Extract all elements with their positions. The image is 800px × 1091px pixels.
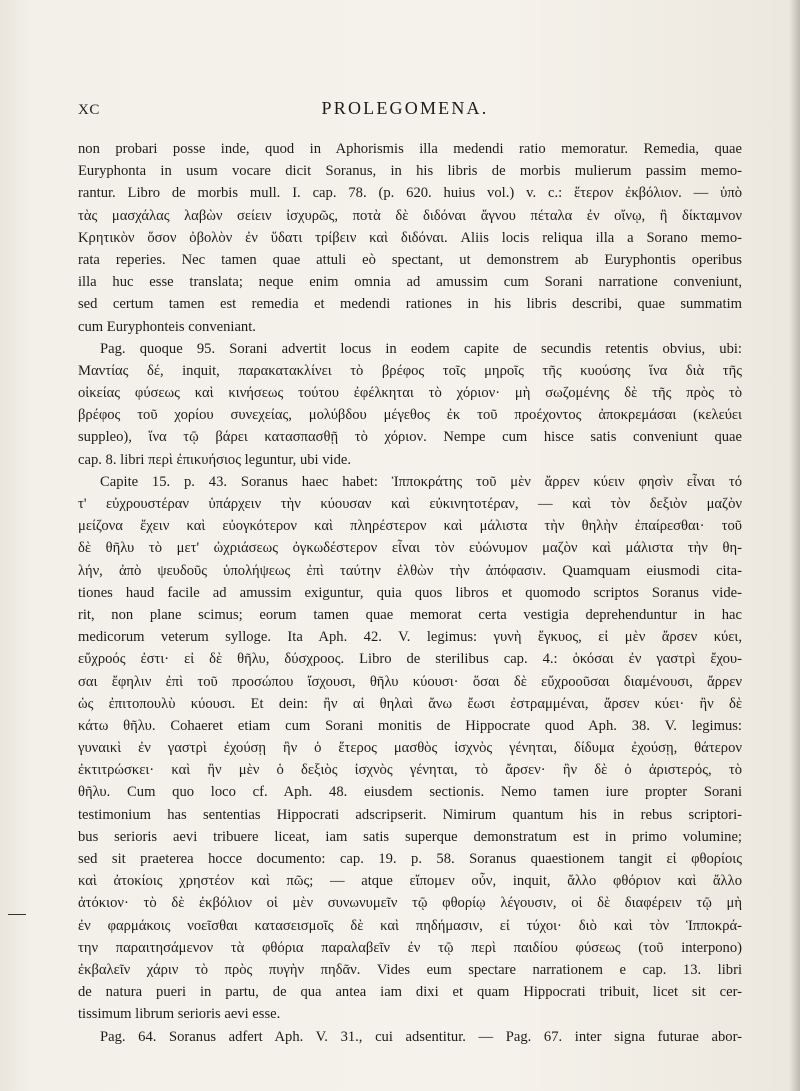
text-line: ἐν φαρμάκοις νοεῖσθαι κατασεισμοῖς δὲ καὶ πηδήμασιν, εἰ τύχοι· διὸ καὶ τὸν Ἱπποκρά- xyxy=(78,917,742,934)
text-line: Κρητικὸν ὅσον ὀβολὸν ἐν ὕδατι τρίβειν καὶ διδόναι. Aliis locis reliqua illa a Sorano memo- xyxy=(78,229,742,246)
text-line: medicorum veterum sylloge. Ita Aph. 42. V. legimus: γυνὴ ἔγκυος, εἰ μὲν ἄρσεν κύει, xyxy=(78,629,742,646)
text-line: illa huc esse translata; neque enim omnia ad amussim cum Sorani narratione conveniunt, xyxy=(78,274,742,291)
text-line: ἀτόκιον· τὸ δὲ ἐκβόλιον οἱ μὲν συνωνυμεῖν τῷ φθορίῳ λέγουσιν, οἱ δὲ διαφέρειν τῷ μὴ xyxy=(78,895,742,912)
text-line: Euryphonta in usum vocare dicit Soranus, in his libris de morbis mulierum passim memo- xyxy=(78,163,742,180)
text-line: Capite 15. p. 43. Soranus haec habet: Ἱπποκράτης τοῦ μὲν ἄρρεν κύειν φησὶν εἶναι τό xyxy=(100,473,742,490)
page-folio: XC xyxy=(78,102,100,118)
text-line: tiones haud facile ad amussim exiguntur, quia quos libros et quomodo scriptos Soranus vide- xyxy=(78,584,742,601)
running-title: PROLEGOMENA. xyxy=(321,98,489,118)
text-line: cum Euryphonteis conveniant. xyxy=(78,318,256,335)
text-line: εὔχροός ἐστι· εἰ δὲ θῆλυ, δύσχροος. Libro de sterilibus cap. 4.: ὁκόσαι ἐν γαστρὶ ἔχου- xyxy=(78,651,742,668)
running-header xyxy=(78,98,732,126)
text-line: γυναικὶ ἐν γαστρὶ ἐχούσῃ ἢν ὁ ἕτερος μασθὸς ἰσχνὸς γένηται, δίδυμα ἐχούσῃ, θάτερον xyxy=(78,740,742,757)
text-line: Pag. quoque 95. Sorani advertit locus in eodem capite de secundis retentis obvius, ubi: xyxy=(100,340,742,357)
text-line: sed sit praeterea hocce documento: cap. 19. p. 58. Soranus quaestionem tangit εἰ φθορίοις xyxy=(78,851,742,867)
text-line: bus serioris aevi tribuere liceat, iam satis superque demonstratum est in primo volumine; xyxy=(78,828,742,845)
text-line: την παραιτησάμενον τὰ φθόρια παραλαβεῖν ἐν τῷ περὶ παιδίου φύσεως (τοῦ interpono) xyxy=(78,939,742,956)
body-text xyxy=(78,138,742,1048)
text-line: ἐκβαλεῖν χάριν τὸ πρὸς πυγὴν πηδᾶν. Vides eum spectare narrationem e cap. 13. libri xyxy=(78,961,742,978)
text-line: ὡς ἐπιτοπουλὺ κύουσι. Et dein: ἢν αἱ θηλαὶ ἄνω ἔωσι ἐστραμμέναι, ἄρσεν κύει· ἢν δὲ xyxy=(78,695,742,712)
text-line: non probari posse inde, quod in Aphorismis illa medendi ratio memoratur. Remedia, quae xyxy=(78,141,742,157)
text-line: suppleo), ἵνα τῷ βάρει κατασπασθῇ τὸ χόριον. Nempe cum hisce satis conveniunt quae xyxy=(78,429,742,446)
text-line: λήν, ἀπὸ ψευδοῦς ὑπολήψεως ἐπὶ ταύτην ἐλθὼν τὴν ἀπόφασιν. Quamquam eiusmodi cita- xyxy=(78,562,742,579)
text-line: δὲ θῆλυ τὸ μετ' ὠχριάσεως ὀγκωδέστερον εἶναι τὸν εὐώνυμον μαζὸν καὶ μάλιστα τὴν θη- xyxy=(78,540,742,557)
text-line: βρέφος τοῦ χορίου συνεχείας, μολύβδου μέγεθος ἐκ τοῦ προέχοντος ἀποκρεμάσαι (κελεύει xyxy=(78,407,742,424)
text-line: rantur. Libro de morbis mull. I. cap. 78. (p. 620. huius vol.) v. c.: ἕτερον ἐκβόλιον. — ὑπὸ xyxy=(78,185,742,202)
text-line: cap. 8. libri περὶ ἐπικυήσιος leguntur, ubi vide. xyxy=(78,451,352,468)
text-line: sed certum tamen est remedia et medendi rationes in his libris describi, quae summatim xyxy=(78,296,742,313)
text-line: rata reperies. Nec tamen quae attuli eò spectant, ut demonstrem ab Euryphontis operibus xyxy=(78,251,742,268)
text-line: de natura pueri in partu, de qua antea iam dixi et quam Hippocrati tribuit, licet sit cer- xyxy=(78,984,742,1001)
text-line: κάτω θῆλυ. Cohaeret etiam cum Sorani monitis de Hippocrate quod Aph. 38. V. legimus: xyxy=(78,717,742,734)
binding-shadow xyxy=(788,0,800,1091)
text-line: τ' εὐχρουστέραν ὑπάρχειν τὴν κύουσαν καὶ εὐκινητοτέραν, — καὶ τὸν δεξιὸν μαζὸν xyxy=(78,496,742,512)
text-line: Μαντίας δέ, inquit, παρακατακλίνει τὸ βρέφος τοῖς μηροῖς τῆς κυούσης ἵνα διὰ τῆς xyxy=(78,362,742,379)
margin-mark xyxy=(8,914,26,915)
text-line: Pag. 64. Soranus adfert Aph. V. 31., cui adsentitur. — Pag. 67. inter signa futurae abor- xyxy=(100,1028,742,1045)
text-line: θῆλυ. Cum quo loco cf. Aph. 48. eiusdem sectionis. Nemo tamen iure propter Sorani xyxy=(78,784,742,801)
text-line: σαι ἔφηλιν ἐπὶ τοῦ προσώπου ἴσχουσι, θῆλυ κύουσι· ὅσαι δὲ εὔχροοῦσαι διαμένουσι, ἄρρεν xyxy=(78,673,742,690)
text-line: ἐκτιτρώσκει· καὶ ἢν μὲν ὁ δεξιὸς ἰσχνὸς γένηται, τὸ ἄρσεν· ἢν δὲ ὁ ἀριστερός, τὸ xyxy=(78,762,742,779)
text-line: τὰς μασχάλας λαβὼν σείειν ἰσχυρῶς, ποτὰ δὲ διδόναι ἄγνου πέταλα ἐν οἴνῳ, ἢ δίκταμνον xyxy=(78,207,742,224)
text-line: μείζονα ἔχειν καὶ εὐογκότερον καὶ πληρέστερον καὶ μάλιστα τὴν θηλὴν ἐπαίρεσθαι· τοῦ xyxy=(78,518,742,535)
text-line: testimonium has sententias Hippocrati adscripserit. Nimirum quantum his in rebus scriptori- xyxy=(78,806,742,823)
text-line: καὶ ἀτοκίοις χρηστέον καὶ πῶς; — atque εἴπομεν οὖν, inquit, ἄλλο φθόριον καὶ ἄλλο xyxy=(78,873,742,890)
text-line: rit, non plane scimus; eorum tamen quae memorat certa vestigia deprehenduntur in hac xyxy=(78,606,742,623)
text-line: οἰκείας φύσεως καὶ κινήσεως τούτου ἐφέλκηται τὸ χόριον· μὴ σωζομένης δὲ τῆς πρὸς τὸ xyxy=(78,385,742,402)
text-line: tissimum librum serioris aevi esse. xyxy=(78,1006,281,1023)
